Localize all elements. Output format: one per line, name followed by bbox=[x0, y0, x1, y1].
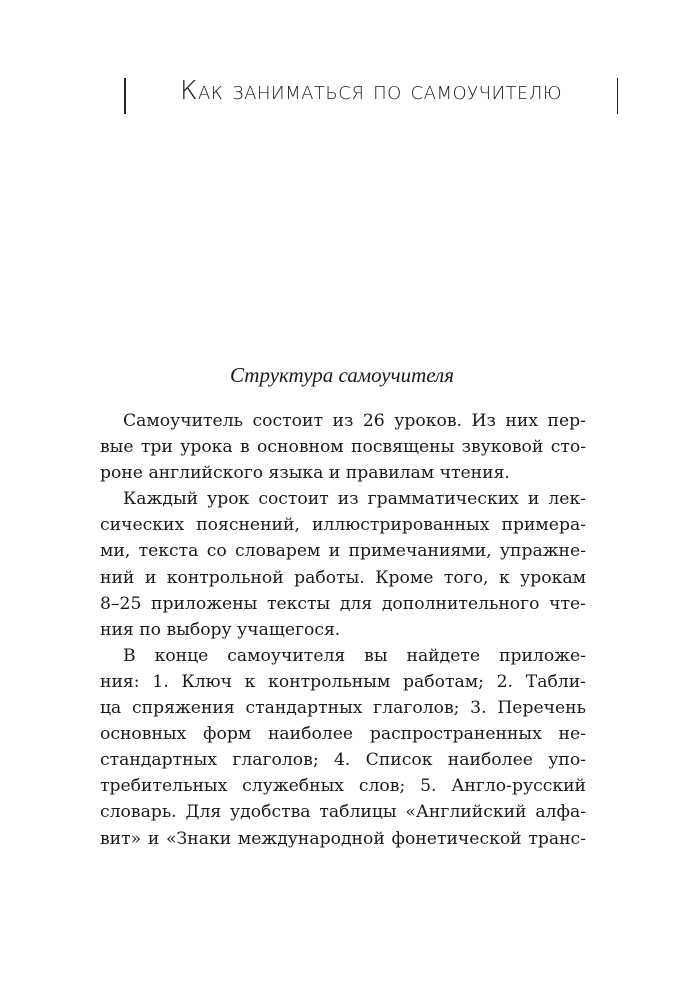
text-line: словарь. Для удобства таблицы «Английский алфа- bbox=[100, 802, 586, 823]
text-line: ния по выбору учащегося. bbox=[100, 619, 341, 640]
text-line: Каждый урок состоит из грамматических и лек- bbox=[123, 489, 586, 510]
chapter-title: Как заниматься по самоучителю bbox=[179, 76, 563, 106]
section-title: Структура самоучителя bbox=[230, 363, 454, 387]
header-left-rule bbox=[124, 78, 126, 114]
chapter-header bbox=[124, 74, 618, 118]
text-line: ний и контрольной работы. Кроме того, к урокам bbox=[100, 567, 586, 588]
text-line: ца спряжения стандартных глаголов; 3. Перечень bbox=[100, 698, 586, 719]
text-line: вит» и «Знаки международной фонетической транс- bbox=[100, 828, 586, 849]
body-text bbox=[100, 408, 586, 852]
text-line: требительных служебных слов; 5. Англо-русский bbox=[100, 776, 586, 797]
text-line: основных форм наиболее распространенных не- bbox=[100, 724, 586, 745]
header-right-rule bbox=[617, 78, 619, 114]
text-line: Самоучитель состоит из 26 уроков. Из них пер- bbox=[123, 411, 586, 431]
text-line: роне английского языка и правилам чтения. bbox=[100, 463, 510, 484]
text-line: вые три урока в основном посвящены звуковой сто- bbox=[100, 437, 586, 458]
text-line: стандартных глаголов; 4. Список наиболее упо- bbox=[100, 750, 586, 771]
text-line: 8–25 приложены тексты для дополнительного чте- bbox=[100, 593, 586, 614]
text-line: сических пояснений, иллюстрированных примера- bbox=[100, 515, 586, 536]
text-line: ми, текста со словарем и примечаниями, упражне- bbox=[100, 541, 586, 562]
text-line: ния: 1. Ключ к контрольным работам; 2. Табли- bbox=[100, 671, 586, 692]
text-line: В конце самоучителя вы найдете приложе- bbox=[123, 645, 586, 666]
